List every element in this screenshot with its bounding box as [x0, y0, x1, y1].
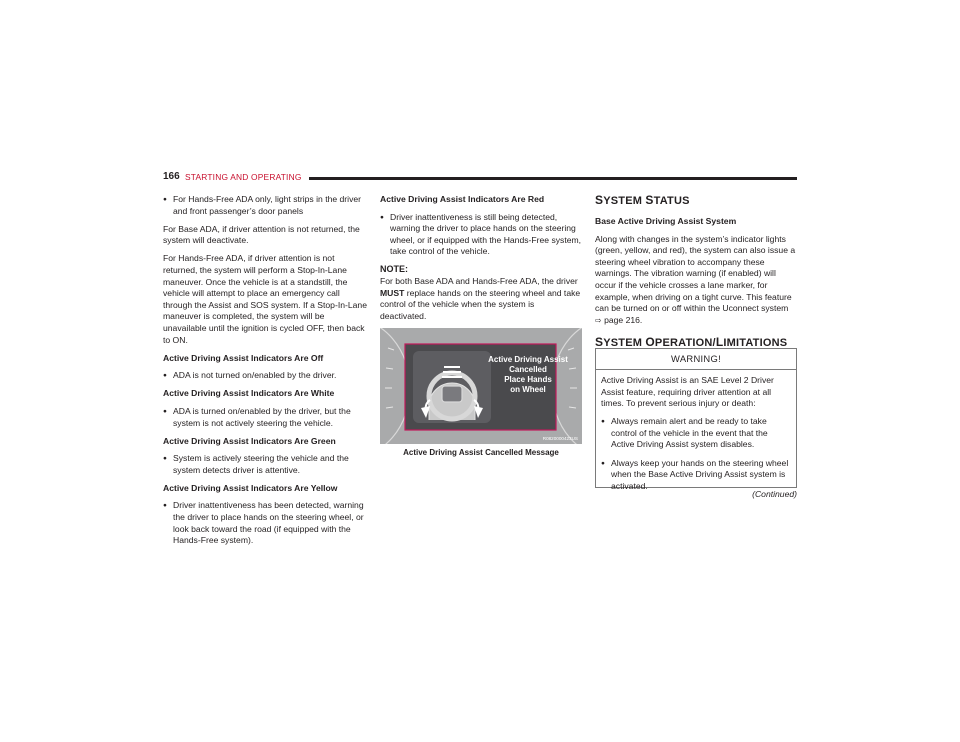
warning-intro: Active Driving Assist is an SAE Level 2 Driver Assist feature, requiring driver attention at all times. To prevent serious injury or death:	[601, 375, 774, 409]
page-ref-arrow-icon: ⇨	[595, 315, 602, 325]
bullet-indicators-red: ● Driver inattentiveness is still being detected, warning the driver to place hands on the steering wheel, or if equipped with the Hands-Free system, take control of the vehicle.	[380, 212, 582, 258]
warning-bullet-remain-alert: ● Always remain alert and be ready to take control of the vehicle in the event that the Active Driving Assist system disables.	[601, 416, 791, 451]
subheading-indicators-off: Active Driving Assist Indicators Are Off	[163, 352, 324, 363]
figure-text-2: Cancelled	[509, 365, 547, 374]
warning-body	[596, 370, 796, 492]
heading-system-operation-limitations: SYSTEM OPERATION/LIMITATIONS	[595, 335, 788, 350]
subheading-indicators-red: Active Driving Assist Indicators Are Red	[380, 194, 545, 204]
subheading-base-ada-system: Base Active Driving Assist System	[595, 216, 737, 226]
subheading-indicators-green: Active Driving Assist Indicators Are Green	[163, 435, 336, 446]
bullet-light-strips: ● For Hands-Free ADA only, light strips in the driver and front passenger’s door panels	[163, 194, 368, 217]
cluster-figure	[380, 328, 582, 444]
note-emphasis: MUST	[380, 287, 405, 298]
subheading-indicators-yellow: Active Driving Assist Indicators Are Yellow	[163, 482, 338, 493]
figure-code: R0820000423US	[542, 436, 578, 441]
bullet-indicators-yellow: ● Driver inattentiveness has been detected, warning the driver to place hands on the steering wheel, or look back toward the road (if equipped with the Hands-Free system).	[163, 500, 368, 546]
paragraph-system-status: Along with changes in the system’s indicator lights (green, yellow, and red), the system can also issue a steering wheel vibration to accompany these warnings. The vibration warning (if enabled) will occur if the vehicle crosses a lane marker, for example, when driving on a tight curve. This feature can be turned on or off within the Uconnect system ⇨ page 216.	[595, 233, 796, 325]
figure-text-4: on Wheel	[510, 385, 546, 394]
warning-bullet-hands-on-wheel: ● Always keep your hands on the steering wheel when the Base Active Driving Assist system is activated.	[601, 458, 791, 493]
note-label: NOTE:	[380, 264, 408, 275]
page-number: 166	[163, 171, 180, 182]
figure-caption: Active Driving Assist Cancelled Message	[403, 448, 559, 457]
bullet-indicators-green: ● System is actively steering the vehicle and the system detects driver is attentive.	[163, 453, 368, 476]
bullet-indicators-off: ● ADA is not turned on/enabled by the driver.	[163, 370, 368, 382]
figure-text-3: Place Hands	[504, 375, 552, 384]
section-title: STARTING AND OPERATING	[185, 172, 302, 182]
header-rule	[309, 177, 797, 180]
column-1	[163, 194, 368, 553]
column-2	[380, 194, 582, 329]
figure-text-1: Active Driving Assist	[488, 355, 568, 364]
column-3	[595, 194, 797, 358]
continued-label: (Continued)	[752, 489, 797, 499]
subheading-indicators-white: Active Driving Assist Indicators Are White	[163, 388, 335, 399]
instrument-cluster-illustration	[380, 328, 582, 444]
note-text: For both Base ADA and Hands-Free ADA, the driver MUST replace hands on the steering wheel and take control of the vehicle when the system is deactivated.	[380, 276, 581, 321]
page-header	[163, 171, 797, 185]
heading-system-status: SYSTEM STATUS	[595, 193, 690, 207]
paragraph-hands-free-ada: For Hands-Free ADA, if driver attention is not returned, the system will perform a Stop-In-Lane maneuver. Once the vehicle is at a standstill, the vehicle will attempt to place an emergency call through the Assist and SOS system. If a Stop-In-Lane maneuver is completed, the system will be unavailable until the ignition is cycled OFF, then back to ON.	[163, 253, 367, 345]
paragraph-base-ada: For Base ADA, if driver attention is not returned, the system will deactivate.	[163, 223, 360, 246]
bullet-indicators-white: ● ADA is turned on/enabled by the driver, but the system is not actively steering the vehicle.	[163, 406, 368, 429]
warning-title: WARNING!	[596, 349, 796, 370]
warning-box	[595, 348, 797, 491]
